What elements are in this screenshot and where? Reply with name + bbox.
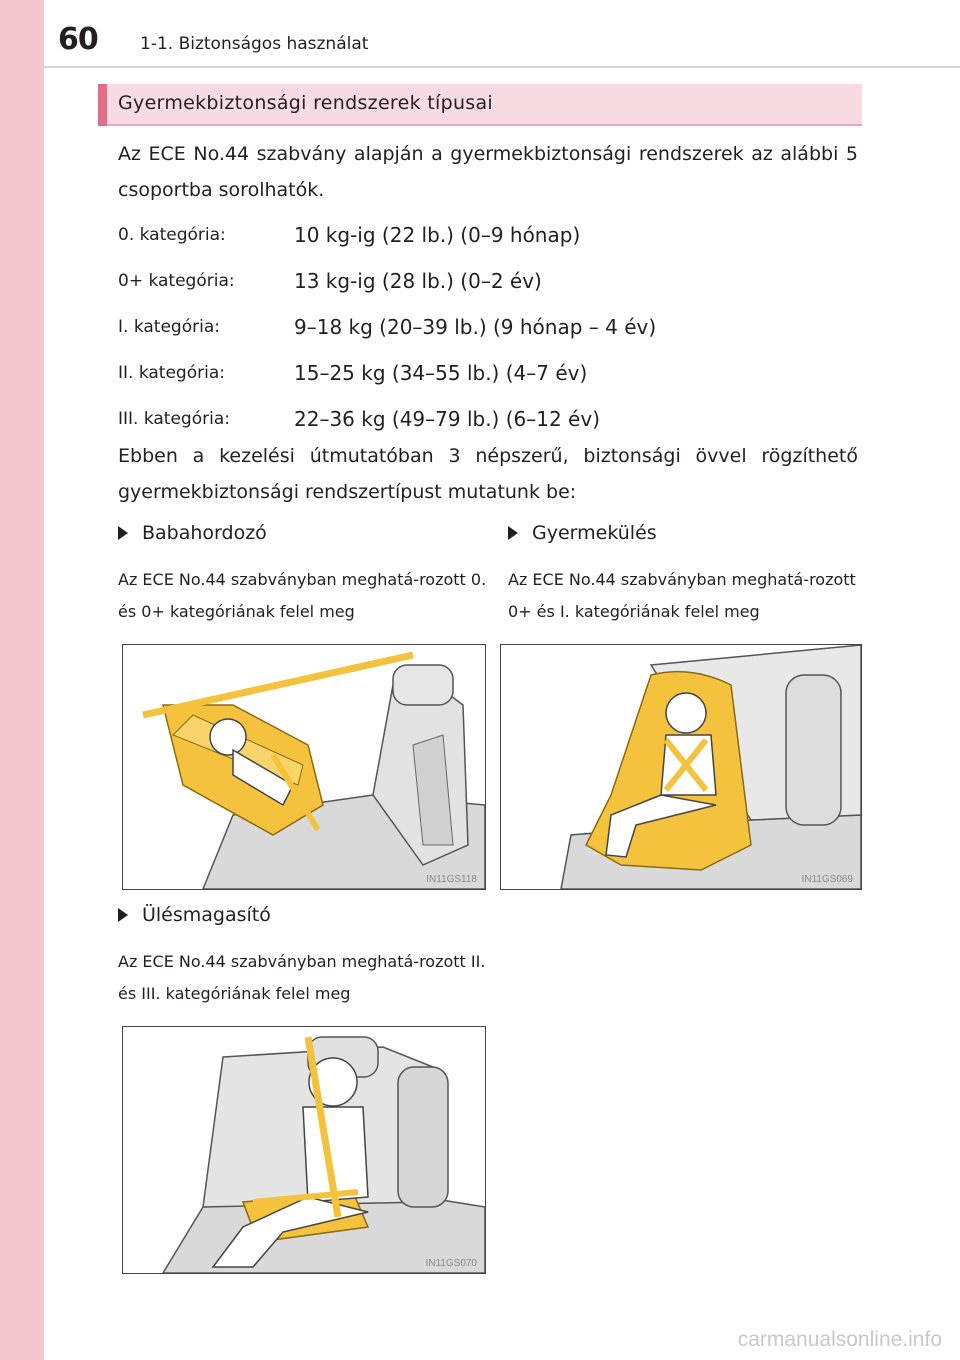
item-title-text: Ülésmagasító (142, 904, 271, 926)
chapter-title: 1-1. Biztonságos használat (140, 34, 369, 54)
category-value: 10 kg-ig (22 lb.) (0–9 hónap) (294, 223, 581, 247)
category-value: 15–25 kg (34–55 lb.) (4–7 év) (294, 361, 588, 385)
section-header (98, 84, 862, 126)
item-title-child-seat (508, 522, 657, 544)
figure-code: IN11GS069 (801, 874, 853, 885)
item-description: Az ECE No.44 szabványban meghatá-rozott 0+ és I. kategóriának felel meg (508, 570, 856, 621)
category-list (118, 212, 858, 442)
item-title-text: Gyermekülés (532, 522, 657, 544)
category-value: 9–18 kg (20–39 lb.) (9 hónap – 4 év) (294, 315, 657, 339)
category-label: III. kategória: (118, 409, 230, 429)
category-row (118, 258, 858, 304)
category-label: 0. kategória: (118, 225, 226, 245)
item-title-text: Babahordozó (142, 522, 267, 544)
category-value: 13 kg-ig (28 lb.) (0–2 év) (294, 269, 542, 293)
child-seat-figure (500, 644, 862, 890)
item-title-infant-carrier (118, 522, 267, 544)
item-description: Az ECE No.44 szabványban meghatá-rozott 0. és 0+ kategóriának felel meg (118, 570, 487, 621)
section-accent-bar (98, 84, 107, 126)
item-title-booster-seat (118, 904, 271, 926)
category-row (118, 212, 858, 258)
outro-paragraph: Ebben a kezelési útmutatóban 3 népszerű, biztonsági övvel rögzíthető gyermekbiztonsági rendszertípust mutatunk be: (118, 445, 858, 503)
triangle-bullet-icon (118, 908, 128, 922)
category-label: I. kategória: (118, 317, 220, 337)
infant-carrier-illustration (123, 645, 485, 889)
item-description: Az ECE No.44 szabványban meghatá-rozott II. és III. kategóriának felel meg (118, 952, 486, 1003)
booster-seat-illustration (123, 1027, 485, 1273)
page-edge-strip (0, 0, 44, 1360)
figure-code: IN11GS070 (425, 1258, 477, 1269)
category-row (118, 396, 858, 442)
category-row (118, 304, 858, 350)
booster-seat-figure (122, 1026, 486, 1274)
child-seat-illustration (501, 645, 861, 889)
category-value: 22–36 kg (49–79 lb.) (6–12 év) (294, 407, 600, 431)
category-label: II. kategória: (118, 363, 225, 383)
page-number: 60 (58, 22, 98, 57)
intro-paragraph: Az ECE No.44 szabvány alapján a gyermekbiztonsági rendszerek az alábbi 5 csoportba sorolhatók. (118, 143, 858, 201)
category-row (118, 350, 858, 396)
section-title: Gyermekbiztonsági rendszerek típusai (118, 92, 494, 114)
infant-carrier-figure (122, 644, 486, 890)
triangle-bullet-icon (508, 526, 518, 540)
category-label: 0+ kategória: (118, 271, 235, 291)
triangle-bullet-icon (118, 526, 128, 540)
figure-code: IN11GS118 (426, 874, 477, 885)
watermark-text: carmanualsonline.info (737, 1328, 942, 1351)
header-divider (44, 66, 960, 68)
